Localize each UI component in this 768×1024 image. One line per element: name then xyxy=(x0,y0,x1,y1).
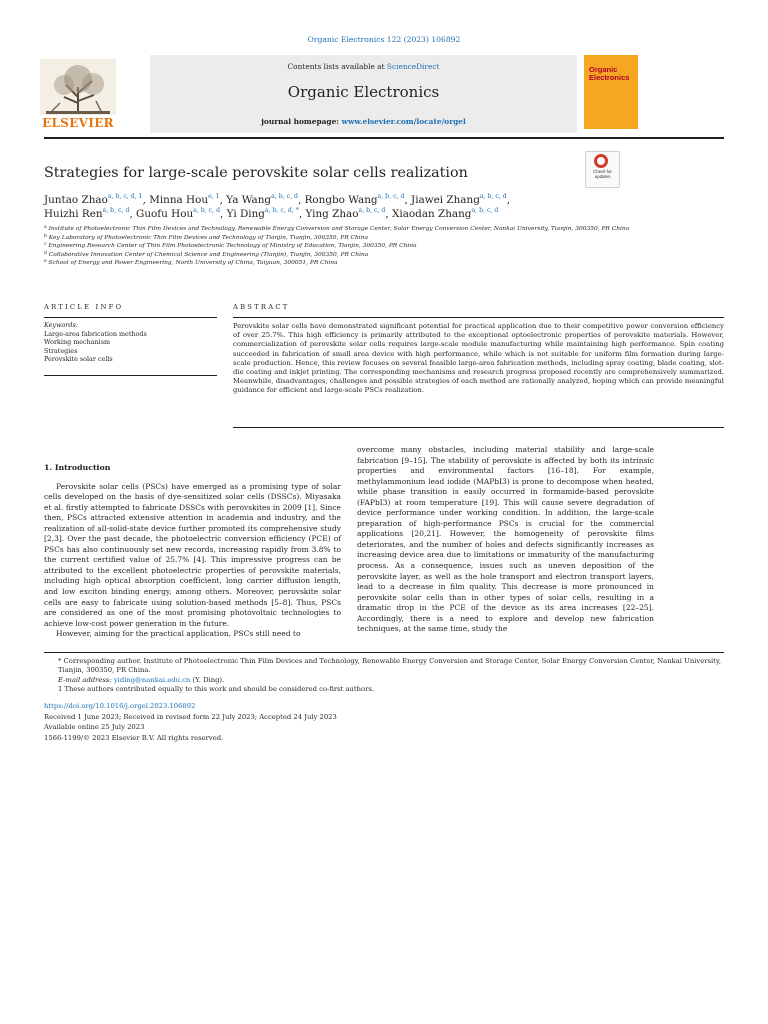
author-list-line-1: Juntao Zhao$^{a, b, c, d, 1}$, Minna Hou$^{e, 1}$, Ya Wang$^{a, b, c, d}$, Rongbo Wang$^{a, b, c, d}$, Jiawei Zhang$^{a, b, c, d}$, xyxy=(44,193,511,206)
abstract-divider xyxy=(233,317,724,318)
author-affiliation-marks[interactable]: a, b, c, d xyxy=(358,207,386,214)
affiliation-mark: a xyxy=(44,225,47,230)
author-name[interactable]: Guofu Hou xyxy=(136,208,194,220)
available-online: Available online 25 July 2023 xyxy=(44,723,145,731)
email-label: E-mail address: xyxy=(58,675,114,684)
author-affiliation-marks[interactable]: a, b, c, d, 1 xyxy=(107,193,143,200)
body-paragraph: overcome many obstacles, including material stability and large-scale fabrication [9–15]. The stability of perovskite is affected by both its intrinsic properties and environmental factors [16–18]. For example, methylammonium lead iodide (MAPbI3) is prone to decompose when heated, while phase transition is easily occurred in formamide-based perovskite (FAPbI3) at room temperature [19]. This will cause severe degradation of device performance under working condition. In addition, the large-scale preparation of high-performance PSCs is crucial for the commercial applications [20,21]. However, the homogeneity of perovskite films deteriorates, and the number of holes and defects significantly increases as increasing device area due to limitations or immaturity of the manufacturing process. As a consequence, issues such as uneven deposition of the perovskite layer, as well as the hole transport and electron transport layers, lead to a decrease in film quality. This decrease is more pronounced in perovskite solar cells than in other types of solar cells, resulting in a dramatic drop in the PCE of the device as its area increases [22–25]. Accordingly, there is a need to explore and develop new fabrication techniques, at the same time, study the xyxy=(357,445,654,634)
copyright: 1566-1199/© 2023 Elsevier B.V. All rights reserved. xyxy=(44,733,224,742)
journal-homepage-line xyxy=(150,117,577,126)
article-info-heading: ARTICLE INFO xyxy=(44,303,124,311)
email-note xyxy=(44,676,724,685)
body-column-right xyxy=(357,445,654,635)
contents-line xyxy=(150,62,577,71)
keywords-list xyxy=(44,321,147,364)
affiliation-mark: e xyxy=(44,259,47,264)
footnote-divider xyxy=(44,652,724,653)
check-updates-label: Check for updates xyxy=(593,169,612,179)
affiliation-text: Key Laboratory of Photoelectronic Thin Film Devices and Technology of Tianjin, Tianjin, 300350, PR China xyxy=(48,234,369,241)
author-name[interactable]: Ya Wang xyxy=(226,194,272,206)
cover-title: Organic Electronics xyxy=(589,65,630,82)
author-affiliation-marks[interactable]: a, b, c, d, * xyxy=(264,207,299,214)
author-name[interactable]: Jiawei Zhang xyxy=(411,194,480,206)
author-affiliation-marks[interactable]: a, b, c, d xyxy=(479,193,507,200)
author-name[interactable]: Huizhi Ren xyxy=(44,208,103,220)
affiliation-mark: b xyxy=(44,233,47,239)
doi-link[interactable]: https://doi.org/10.1016/j.orgel.2023.106892 xyxy=(44,702,196,710)
affiliation-item xyxy=(44,234,724,243)
header-divider xyxy=(44,137,724,139)
author-affiliation-marks[interactable]: a, b, c, d xyxy=(102,207,130,214)
email-suffix: (Y. Ding). xyxy=(190,675,225,684)
abstract-bottom-divider xyxy=(233,427,724,428)
check-updates-icon xyxy=(594,154,608,168)
email-link[interactable]: yiding@nankai.edu.cn xyxy=(113,675,191,684)
affiliation-item xyxy=(44,259,724,268)
affiliation-text: Engineering Research Center of Thin Film Photoelectronic Technology of Ministry of Education, Tianjin, 300350, PR China xyxy=(48,243,417,249)
affiliation-item xyxy=(44,225,724,234)
abstract-text: Perovskite solar cells have demonstrated significant potential for practical application due to their competitive power conversion efficiency of over 25.7%. This high efficiency is primarily attributed to the exceptional optoelectronic properties of perovskite materials. However, commercialization of perovskite solar cells requires large-scale module manufacturing while maintaining high performance. Spin coating succeeded in fabrication of small area device with high performance, while which is not suitable for uniform film formation during large-scale production. Hence, this review focuses on several feasible large-area fabrication methods, including spray coating, blade coating, slot-die coating and inkjet printing. The corresponding mechanisms and research progress proposed recently are comprehensively summarized. Meanwhile, disadvantages, challenges and possible strategies of each method are rationally analyzed, hoping which can provide meaningful guidance for efficient and large-scale PSCs realization. xyxy=(233,322,724,395)
affiliation-text: Collaborative Innovation Center of Chemical Science and Engineering (Tianjin), Tianjin, 300350, PR China xyxy=(48,251,369,258)
elsevier-wordmark: ELSEVIER xyxy=(42,116,114,130)
keyword-item: Strategies xyxy=(44,346,78,355)
affiliations xyxy=(44,225,724,268)
body-paragraph: However, aiming for the practical application, PSCs still need to xyxy=(56,629,301,639)
affiliation-item xyxy=(44,251,724,260)
body-column-left xyxy=(44,463,341,640)
affiliation-text: Institute of Photoelectronic Thin Film Devices and Technology, Renewable Energy Conversion and Storage Center, Solar Energy Conversion Center, Nankai University, Tianjin, 300350, PR China xyxy=(48,226,630,232)
affiliation-mark: d xyxy=(44,250,47,256)
author-affiliation-marks[interactable]: e, 1 xyxy=(208,193,220,200)
footnotes xyxy=(44,657,724,694)
homepage-label: journal homepage: xyxy=(261,117,342,126)
author-affiliation-marks[interactable]: a, b, c, d xyxy=(271,193,298,200)
author-name[interactable]: Xiaodan Zhang xyxy=(392,208,472,220)
contents-prefix: Contents lists available at xyxy=(287,62,387,71)
homepage-link[interactable]: www.elsevier.com/locate/orgel xyxy=(341,117,466,126)
author-affiliation-marks[interactable]: a, b, c, d xyxy=(193,207,221,214)
sciencedirect-link[interactable]: ScienceDirect xyxy=(386,62,440,71)
keyword-item: Working mechanism xyxy=(44,338,111,347)
received-dates: Received 1 June 2023; Received in revised form 22 July 2023; Accepted 24 July 2023 xyxy=(44,712,337,721)
co-first-author-note: 1 These authors contributed equally to this work and should be considered co-first authors. xyxy=(58,684,375,693)
author-list-line-2: Huizhi Ren$^{a, b, c, d}$, Guofu Hou$^{a, b, c, d}$, Yi Ding$^{a, b, c, d, *}$, Ying Zhao$^{a, b, c, d}$, Xiaodan Zhang$^{a, b, c, d}$ xyxy=(44,207,499,220)
author-name[interactable]: Ying Zhao xyxy=(305,208,359,220)
publication-info xyxy=(44,701,337,743)
author-name[interactable]: Juntao Zhao xyxy=(44,194,108,206)
introduction-heading: 1. Introduction xyxy=(44,463,111,472)
keyword-item: Perovskite solar cells xyxy=(44,355,113,364)
keyword-item: Large-area fabrication methods xyxy=(44,329,147,338)
author-name[interactable]: Rongbo Wang xyxy=(304,194,378,206)
author-name[interactable]: Yi Ding xyxy=(226,208,265,220)
author-name[interactable]: Minna Hou xyxy=(149,194,209,206)
abstract-heading: ABSTRACT xyxy=(233,303,290,311)
corresponding-author-note: * Corresponding author. Institute of Photoelectronic Thin Film Devices and Technology, Renewable Energy Conversion and Storage Center, Solar Energy Conversion Center, Nankai University, Tianjin, 300350, PR China. xyxy=(58,657,721,675)
affiliation-mark: c xyxy=(44,242,47,247)
article-title: Strategies for large-scale perovskite solar cells realization xyxy=(44,165,468,181)
author-affiliation-marks[interactable]: a, b, c, d xyxy=(377,193,405,200)
article-info-divider xyxy=(44,317,217,318)
affiliation-text: School of Energy and Power Engineering, North University of China, Taiyuan, 300051, PR China xyxy=(48,260,338,266)
author-affiliation-marks[interactable]: a, b, c, d xyxy=(471,207,499,214)
keywords-label: Keywords: xyxy=(44,321,78,329)
journal-title: Organic Electronics xyxy=(287,83,440,101)
body-paragraph: Perovskite solar cells (PSCs) have emerged as a promising type of solar cells developed on the basis of dye-sensitized solar cells (DSSCs). Miyasaka et al. firstly attempted to fabricate DSSCs with perovskites in 2009 [1]. Since then, PSCs attracted extensive attention in academia and industry, and the realization of all-solid-state device further promoted its comprehensive study [2,3]. Over the past decade, the photoelectric conversion efficiency (PCE) of PSCs has also continuously set new records, increasing rapidly from 3.8% to the current certified value of 25.7% [4]. This impressive progress can be attributed to the excellent photoelectric properties of perovskite materials, including high optical absorption coefficient, long carrier diffusion length, and low exciton binding energy, among others. Moreover, perovskite solar cells are easy to fabricate using solution-based methods [5–8]. Thus, PSCs are considered as one of the most promising photovoltaic technologies to achieve low-cost power generation in the future. xyxy=(44,481,341,628)
affiliation-item xyxy=(44,242,724,251)
article-info-bottom-divider xyxy=(44,375,217,376)
journal-reference-link[interactable]: Organic Electronics 122 (2023) 106892 xyxy=(307,35,461,44)
